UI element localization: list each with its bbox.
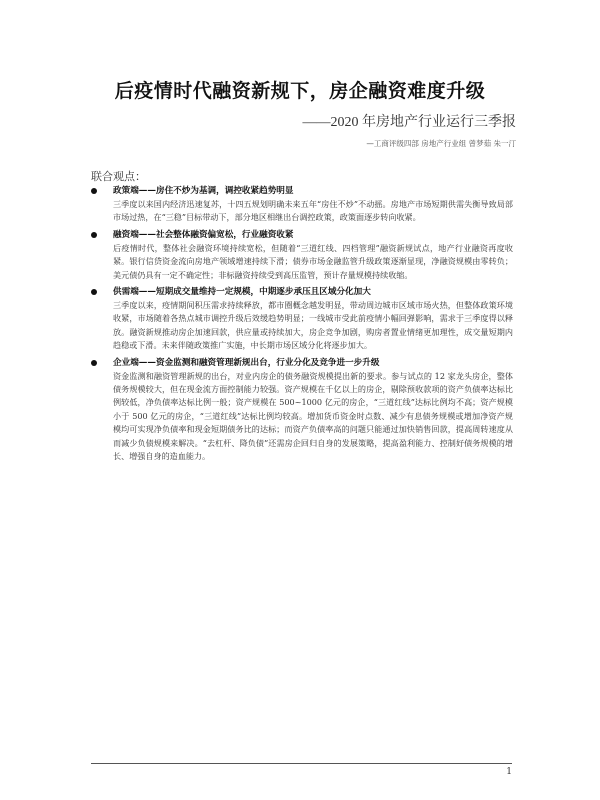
viewpoint-heading-text: 政策端——房住不炒为基调，调控收紧趋势明显 <box>113 186 294 196</box>
page-number: 1 <box>506 767 512 777</box>
bullet-icon <box>91 360 97 366</box>
page-subtitle: ——2020 年房地产行业运行三季报 <box>302 115 516 130</box>
viewpoint-heading <box>91 357 513 370</box>
viewpoints-list <box>91 185 513 468</box>
viewpoint-heading-text: 企业端——资金监测和融资管理新规出台，行业分化及竞争进一步升级 <box>113 357 380 368</box>
page-title: 后疫情时代融资新规下，房企融资难度升级 <box>114 80 486 102</box>
bullet-icon <box>91 232 97 238</box>
viewpoint-enterprise <box>91 357 513 464</box>
viewpoint-heading-text: 融资端——社会整体融资偏宽松，行业融资收紧 <box>113 229 294 240</box>
viewpoint-body: 后疫情时代，整体社会融资环境持续宽松，但随着“三道红线、四档管理”融资新规试点，地产行业融资再度收紧。银行信贷资金流向房地产领域增速持续下滑；债券市场金融监管升级政策逐渐显现，净融资规模由零转负；美元债仍具有一定不确定性；非标融资持续受到高压监管，预计存量规模持续收缩。 <box>113 242 513 280</box>
viewpoint-heading-text: 供需端——短期成交量维持一定规模，中期逐步承压且区域分化加大 <box>113 287 371 298</box>
viewpoint-body: 三季度以来国内经济迅速复苏，十四五规划明确未来五年“房住不炒”不动摇。房地产市场短期供需失衡导致局部市场过热，在“三稳”目标带动下，部分地区相继出台调控政策，政策面逐步转向收紧。 <box>113 199 513 223</box>
bullet-icon <box>91 188 97 194</box>
viewpoint-policy <box>91 185 513 225</box>
footer-divider <box>91 763 512 764</box>
viewpoint-financing <box>91 229 513 282</box>
viewpoint-heading <box>91 185 513 198</box>
viewpoint-heading <box>91 229 513 242</box>
viewpoint-body: 三季度以来，疫情期间积压需求持续释放，都市圈概念越发明显，带动周边城市区域市场火热，但整体政策环境收紧，市场随着各热点城市调控升级后效缓趋势明显；一线城市受此前疫情小幅回弹影响，需求于三季度得以释放。融资新规推动房企加速回款，供应量或持续加大，房企竞争加剧，购房者置业情绪更加理性，成交量短期内趋稳或下滑。未来伴随政策推广实施，中长期市场区域分化将逐步加大。 <box>113 300 513 351</box>
bullet-icon <box>91 289 97 295</box>
viewpoint-supply-demand <box>91 286 513 353</box>
viewpoint-heading <box>91 286 513 299</box>
authors-line: —工商评级四部 房地产行业组 曾梦茹 朱一汀 <box>366 139 516 148</box>
viewpoint-body: 资金监测和融资管理新规的出台，对业内房企的债务融资规模提出新的要求。参与试点的 12 家龙头房企，整体债务规模较大，但在现金流方面控制能力较强。资产规模在千亿以上的房企，剔除预收款项的资产负债率达标比例较低，净负债率达标比例一般；资产规模在 500~1000 亿元的房企，“三道红线”达标比例均不高；资产规模小于 500 亿元的房企，“三道红线”达标比例均较高。增加货币资金时点数、减少有息债务规模或增加净资产规模均可实现净负债率和现金短期债务比的达标；而资产负债率高的问题只能通过加快销售回款，提高周转速度从而减少负债规模来解决。“去杠杆、降负债”还需房企回归自身的发展策略，提高盈利能力、控制好债务规模的增长、增强自身的造血能力。 <box>113 370 513 462</box>
overview-label: 联合观点： <box>91 170 146 183</box>
